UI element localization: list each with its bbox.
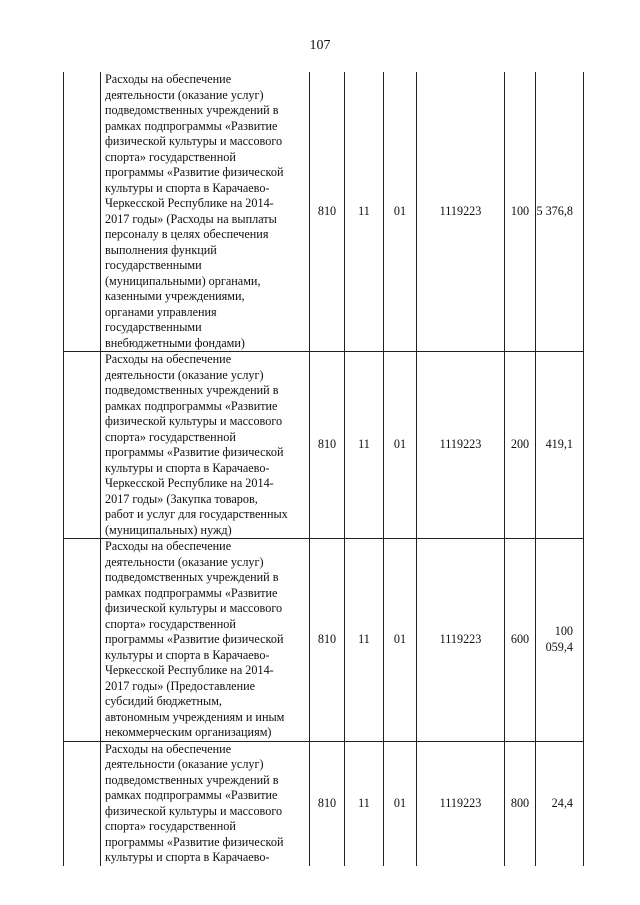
description-line: программы «Развитие физической: [105, 834, 284, 849]
description-line: физической культуры и массового: [105, 601, 283, 615]
description-line: подведомственных учреждений в: [105, 383, 279, 397]
ministry-code: 810: [310, 352, 345, 539]
description-line: (муниципальных) нужд): [105, 522, 232, 537]
description-line: физической культуры и массового: [105, 134, 283, 148]
description-line: спорта» государственной: [105, 819, 236, 833]
amount-cell: 5 376,8: [536, 72, 584, 352]
description-line: 2017 годы» (Закупка товаров,: [105, 491, 258, 506]
description-line: Расходы на обеспечение: [105, 741, 232, 756]
description-line: деятельности (оказание услуг): [105, 554, 264, 569]
subsection-code: 01: [384, 741, 417, 866]
table-row: [64, 741, 584, 866]
section-code: 11: [345, 352, 384, 539]
description-cell: [101, 352, 310, 539]
subsection-code: 01: [384, 539, 417, 742]
description-line: Расходы на обеспечение: [105, 539, 232, 553]
description-line: рамках подпрограммы «Развитие: [105, 585, 278, 600]
amount-cell: 419,1: [536, 352, 584, 539]
description-line: культуры и спорта в Карачаево-: [105, 180, 270, 195]
section-code: 11: [345, 741, 384, 866]
table-row: [64, 72, 584, 352]
description-line: Черкесской Республике на 2014-: [105, 196, 274, 210]
section-code: 11: [345, 72, 384, 352]
description-line: деятельности (оказание услуг): [105, 87, 264, 102]
ministry-code: 810: [310, 741, 345, 866]
description-line: государственными: [105, 320, 202, 334]
budget-table: [63, 72, 584, 866]
description-line: 2017 годы» (Расходы на выплаты: [105, 211, 277, 226]
description-line: персоналу в целях обеспечения: [105, 227, 269, 241]
description-line: органами управления: [105, 304, 217, 319]
row-number-cell: [64, 352, 101, 539]
description-line: физической культуры и массового: [105, 414, 283, 428]
description-line: казенными учреждениями,: [105, 289, 245, 303]
description-line: культуры и спорта в Карачаево-: [105, 850, 270, 864]
description-line: 2017 годы» (Предоставление: [105, 678, 256, 693]
table-body: [64, 72, 584, 866]
target-article-code: 1119223: [417, 539, 505, 742]
description-line: Расходы на обеспечение: [105, 352, 232, 366]
description-cell: [101, 72, 310, 352]
page-number: 107: [309, 38, 331, 53]
expense-type-code: 100: [505, 72, 536, 352]
description-line: внебюджетными фондами): [105, 335, 245, 350]
expense-type-code: 600: [505, 539, 536, 742]
description-line: спорта» государственной: [105, 616, 236, 631]
description-line: рамках подпрограммы «Развитие: [105, 398, 278, 413]
description-line: Черкесской Республике на 2014-: [105, 476, 274, 490]
description-line: Черкесской Республике на 2014-: [105, 663, 274, 677]
ministry-code: 810: [310, 72, 345, 352]
description-line: программы «Развитие физической: [105, 632, 284, 646]
ministry-code: 810: [310, 539, 345, 742]
description-line: субсидий бюджетным,: [105, 694, 222, 708]
description-line: Расходы на обеспечение: [105, 72, 232, 86]
description-line: государственными: [105, 258, 202, 272]
description-line: деятельности (оказание услуг): [105, 367, 264, 382]
description-line: подведомственных учреждений в: [105, 103, 279, 117]
amount-cell: 100 059,4: [536, 539, 584, 742]
table-row: [64, 539, 584, 742]
description-line: рамках подпрограммы «Развитие: [105, 118, 278, 133]
description-line: некоммерческим организациям): [105, 725, 272, 739]
description-line: спорта» государственной: [105, 429, 236, 444]
description-line: работ и услуг для государственных: [105, 507, 288, 521]
target-article-code: 1119223: [417, 741, 505, 866]
section-code: 11: [345, 539, 384, 742]
table-row: [64, 352, 584, 539]
subsection-code: 01: [384, 72, 417, 352]
description-line: выполнения функций: [105, 242, 217, 257]
description-line: программы «Развитие физической: [105, 165, 284, 179]
description-line: подведомственных учреждений в: [105, 570, 279, 584]
target-article-code: 1119223: [417, 72, 505, 352]
description-line: культуры и спорта в Карачаево-: [105, 647, 270, 662]
description-line: спорта» государственной: [105, 149, 236, 164]
row-number-cell: [64, 539, 101, 742]
description-line: подведомственных учреждений в: [105, 772, 279, 787]
description-cell: [101, 741, 310, 866]
description-line: культуры и спорта в Карачаево-: [105, 460, 270, 475]
target-article-code: 1119223: [417, 352, 505, 539]
description-line: автономным учреждениям и иным: [105, 709, 285, 724]
description-line: программы «Развитие физической: [105, 445, 284, 459]
description-line: деятельности (оказание услуг): [105, 757, 264, 771]
description-line: рамках подпрограммы «Развитие: [105, 788, 278, 802]
amount-cell: 24,4: [536, 741, 584, 866]
description-cell: [101, 539, 310, 742]
description-line: (муниципальными) органами,: [105, 273, 261, 288]
expense-type-code: 200: [505, 352, 536, 539]
row-number-cell: [64, 72, 101, 352]
subsection-code: 01: [384, 352, 417, 539]
row-number-cell: [64, 741, 101, 866]
description-line: физической культуры и массового: [105, 803, 283, 818]
expense-type-code: 800: [505, 741, 536, 866]
